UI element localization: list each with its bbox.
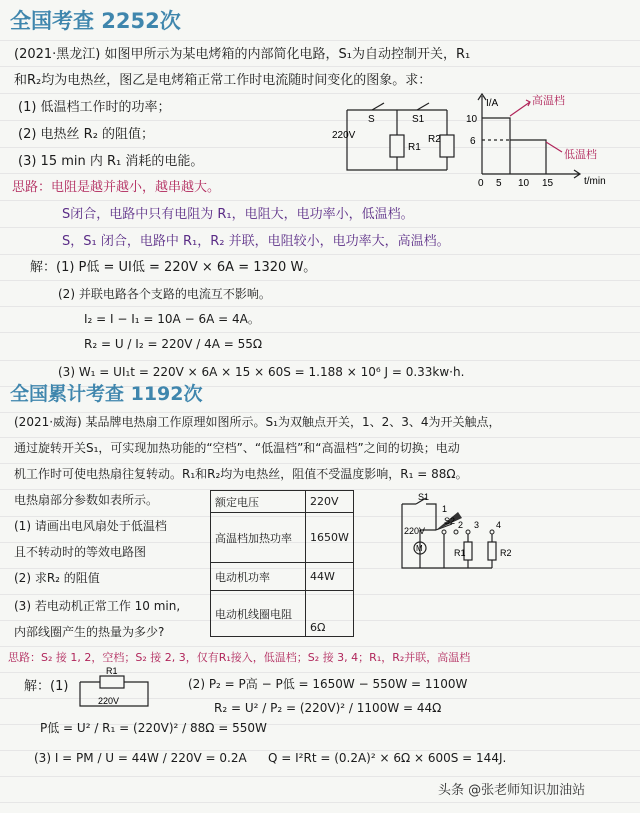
- p1-solution-2: (2) 并联电路各个支路的电流互不影响。: [58, 287, 271, 301]
- p2-ask-1a: (1) 请画出电风扇处于低温档: [14, 519, 167, 533]
- table-cell-key: 电动机功率: [211, 563, 306, 591]
- graph-high-label: 高温档: [532, 95, 565, 107]
- p2-solution-1: P低 = U² / R₁ = (220V)² / 88Ω = 550W: [40, 721, 267, 735]
- p2-label-s1: S1: [418, 492, 430, 502]
- graph-tick-10-min: 10: [518, 178, 530, 189]
- table-row: [211, 563, 354, 591]
- p2-label-s2: S2: [444, 516, 456, 526]
- p2-question-line-2: 通过旋转开关S₁，可实现加热功能的“空档”、“低温档”和“高温档”之间的切换；电动: [14, 441, 460, 455]
- p1-label-r2: R2: [428, 134, 441, 145]
- p1-question-line-1: (2021·黑龙江) 如图甲所示为某电烤箱的内部简化电路，S₁为自动控制开关，R₁: [14, 47, 471, 62]
- p2-ask-3a: (3) 若电动机正常工作 10 min,: [14, 599, 181, 613]
- p2-circuit-diagram: [392, 490, 532, 574]
- p1-solution-3: I₂ = I − I₁ = 10A − 6A = 4A。: [84, 312, 260, 326]
- p1-idea: 思路：电阻是越并越小，越串越大。: [12, 180, 221, 195]
- graph-low-label: 低温档: [564, 149, 597, 161]
- table-row: [211, 491, 354, 513]
- watermark: 头条 @张老师知识加油站: [438, 783, 586, 798]
- table-cell-value: 220V: [306, 491, 354, 513]
- p2-idea: 思路：S₂ 接 1, 2，空档；S₂ 接 2, 3，仅有R₁接入，低温档；S₂ 接 3, 4；R₁，R₂并联，高温档: [8, 651, 471, 664]
- graph-tick-6: 6: [470, 136, 476, 147]
- graph-tick-0: 0: [478, 178, 484, 189]
- p2-contact-3: 3: [474, 520, 480, 530]
- p2-label-motor: M: [416, 544, 423, 553]
- p2-solution-2a: (2) P₂ = P高 − P低 = 1650W − 550W = 1100W: [188, 677, 468, 691]
- p2-question-line-1: (2021·威海) 某品牌电热扇工作原理如图所示。S₁为双触点开关，1、2、3、4为开关触点，: [14, 415, 501, 429]
- table-row: [211, 591, 354, 637]
- p2-equivalent-circuit: [70, 666, 160, 714]
- p1-label-220v: 220V: [332, 130, 356, 141]
- p2-question-line-4: 电热扇部分参数如表所示。: [14, 493, 159, 507]
- table-cell-key: 高温档加热功率: [211, 513, 306, 563]
- p1-ask-2: (2) 电热丝 R₂ 的阻值；: [18, 127, 155, 142]
- table-row: [211, 513, 354, 563]
- section-1-heading: 全国考查 2252次: [10, 9, 181, 33]
- p1-solution-1: 解：(1) P低 = UI低 = 220V × 6A = 1320 W。: [30, 260, 317, 275]
- eq-label-r1: R1: [106, 666, 118, 676]
- graph-tick-10: 10: [466, 114, 478, 125]
- table-cell-value: 1650W: [306, 513, 354, 563]
- p1-question-line-2: 和R₂均为电热丝，图乙是电烤箱正常工作时电流随时间变化的图象。求：: [14, 73, 432, 88]
- p1-label-s1: S1: [412, 114, 425, 125]
- p1-idea-1: S闭合，电路中只有电阻为 R₁，电阻大，电功率小，低温档。: [62, 207, 414, 222]
- graph-xlabel: t/min: [584, 176, 606, 187]
- p2-label-r1: R1: [454, 548, 466, 558]
- p1-ask-3: (3) 15 min 内 R₁ 消耗的电能。: [18, 154, 204, 169]
- table-cell-key: 电动机线圈电阻: [211, 591, 306, 637]
- graph-tick-5: 5: [496, 178, 502, 189]
- p1-idea-2: S，S₁ 闭合，电路中 R₁，R₂ 并联，电阻较小，电功率大，高温档。: [62, 234, 450, 249]
- p2-ask-3b: 内部线圈产生的热量为多少?: [14, 625, 165, 639]
- p2-solution-2b: R₂ = U² / P₂ = (220V)² / 1100W = 44Ω: [214, 701, 442, 715]
- p1-solution-5: (3) W₁ = UI₁t = 220V × 6A × 15 × 60S = 1.188 × 10⁶ J = 0.33kw·h.: [58, 365, 465, 379]
- p1-circuit-diagram: [332, 100, 462, 180]
- p2-ask-1b: 且不转动时的等效电路图: [14, 545, 147, 559]
- p2-contact-2: 2: [458, 520, 464, 530]
- p1-ask-1: (1) 低温档工作时的功率；: [18, 100, 171, 115]
- p2-solution-3a: (3) I = PM / U = 44W / 220V = 0.2A: [34, 751, 247, 765]
- eq-label-220v: 220V: [98, 696, 120, 706]
- p1-solution-4: R₂ = U / I₂ = 220V / 4A = 55Ω: [84, 337, 263, 351]
- p2-ask-2: (2) 求R₂ 的阻值: [14, 571, 100, 585]
- p2-question-line-3: 机工作时可使电热扇往复转动。R₁和R₂均为电热丝，阻值不受温度影响，R₁ = 88Ω。: [14, 467, 468, 481]
- p2-solution-label: 解：(1): [24, 679, 69, 694]
- table-cell-value: 44W: [306, 563, 354, 591]
- p2-solution-3b: Q = I²Rt = (0.2A)² × 6Ω × 600S = 144J.: [268, 751, 507, 765]
- p2-label-r2: R2: [500, 548, 512, 558]
- table-cell-key: 额定电压: [211, 491, 306, 513]
- table-cell-value: 6Ω: [306, 591, 354, 637]
- p1-label-s: S: [368, 114, 375, 125]
- section-2-heading: 全国累计考查 1192次: [10, 383, 203, 405]
- graph-ylabel: I/A: [486, 98, 499, 109]
- graph-tick-15: 15: [542, 178, 554, 189]
- parameter-table: [210, 490, 354, 637]
- p1-label-r1: R1: [408, 142, 421, 153]
- p1-current-graph: [458, 86, 628, 190]
- p2-label-220v: 220V: [404, 526, 426, 536]
- p2-contact-4: 4: [496, 520, 502, 530]
- p2-contact-1: 1: [442, 504, 448, 514]
